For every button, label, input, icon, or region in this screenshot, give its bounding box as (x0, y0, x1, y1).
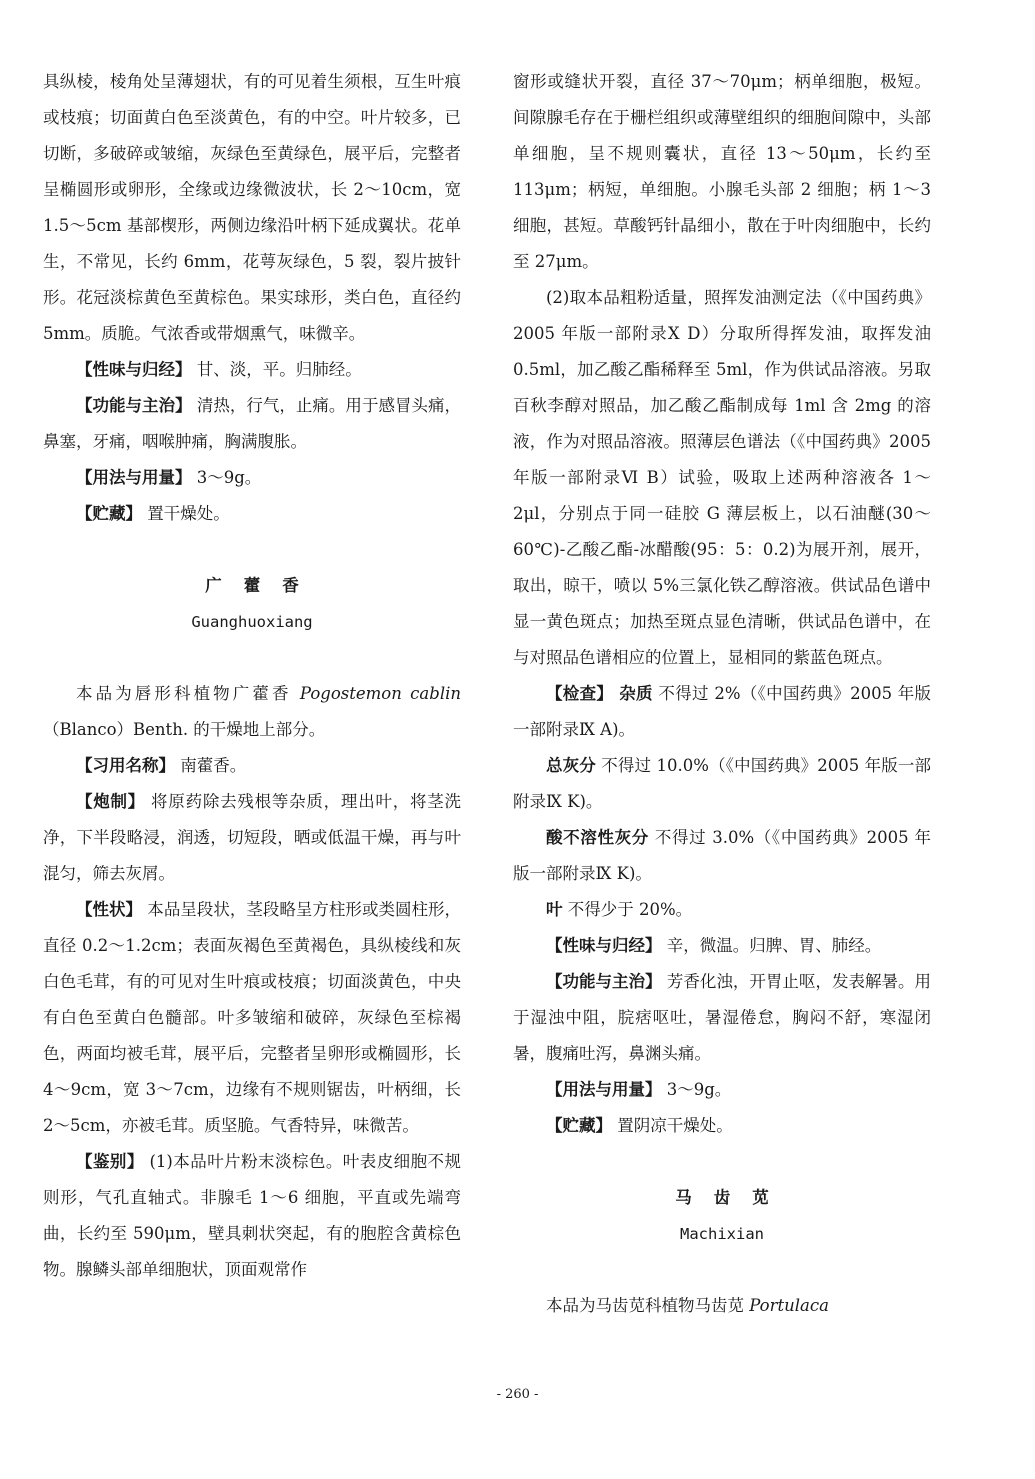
section-ye (513, 892, 931, 928)
section-suanbu (513, 820, 931, 892)
latin-name: Pogostemon cablin (299, 684, 462, 703)
section-zhucang (513, 1108, 931, 1144)
section-label: 【用法与用量】 (546, 1080, 662, 1099)
section-xingwei (43, 352, 461, 388)
section-text: 不得过 2%（《中国药典》2005 年版一部附录Ⅸ A)。 (513, 684, 932, 739)
section-text: 3～9g。 (191, 468, 262, 487)
subsection-label: 叶 (546, 900, 563, 919)
subsection-label: 总灰分 (546, 756, 596, 775)
section-text: 本品呈段状，茎段略呈方柱形或类圆柱形，直径 0.2～1.2cm；表面灰褐色至黄褐色，具纵棱线和灰白色毛茸，有的可见对生叶痕或枝痕；切面淡黄色，中央有白色至黄白色髓部。叶多皱缩和破碎，灰绿色至棕褐色，两面均被毛茸，展平后，完整者呈卵形或椭圆形，长 4～9cm，宽 3～7cm，边缘有不规则锯齿，叶柄细，长 2～5cm，亦被毛茸。质坚脆。气香特异，味微苦。 (43, 900, 461, 1135)
section-text: 辛，微温。归脾、胃、肺经。 (661, 936, 882, 955)
section-text: 置干燥处。 (142, 504, 230, 523)
section-text: 清热，行气，止痛。用于感冒头痛，鼻塞，牙痛，咽喉肿痛，胸满腹胀。 (43, 396, 461, 451)
section-text: 芳香化浊，开胃止呕，发表解暑。用于湿浊中阻，脘痞呕吐，暑湿倦怠，胸闷不舒，寒湿闭暑，腹痛吐泻，鼻渊头痛。 (513, 972, 931, 1063)
section-text: 不得过 10.0%（《中国药典》2005 年版一部附录Ⅸ K)。 (513, 756, 931, 811)
section-label: 【性味与归经】 (546, 936, 662, 955)
left-column (43, 64, 461, 1288)
section-yongfa (43, 460, 461, 496)
section-zhucang (43, 496, 461, 532)
entry-intro (43, 676, 461, 748)
section-paozhi (43, 784, 461, 892)
entry-pinyin: Machixian (680, 1225, 764, 1243)
intro-text: 本品为马齿苋科植物马齿苋 (546, 1296, 750, 1315)
section-text: 置阴凉干燥处。 (612, 1116, 733, 1135)
section-xingzhuang (43, 892, 461, 1144)
section-zonghui (513, 748, 931, 820)
section-gongneng (513, 964, 931, 1072)
section-jianbie (43, 1144, 461, 1288)
intro-text: 本品为唇形科植物广藿香 (76, 684, 300, 703)
subsection-label: 杂质 (613, 684, 653, 703)
section-text: 将原药除去残根等杂质，理出叶，将茎洗净，下半段略浸，润透，切短段，晒或低温干燥，再与叶混匀，筛去灰屑。 (43, 792, 461, 883)
page-number: - 260 - (496, 1387, 539, 1402)
section-label: 【性味与归经】 (76, 360, 192, 379)
section-text: 不得过 3.0%（《中国药典》2005 年版一部附录Ⅸ K)。 (513, 828, 931, 883)
right-column (513, 64, 931, 1324)
entry-pinyin: Guanghuoxiang (191, 613, 313, 631)
section-text: 甘、淡，平。归肺经。 (191, 360, 362, 379)
continued-paragraph: 窗形或缝状开裂，直径 37～70μm；柄单细胞，极短。间隙腺毛存在于栅栏组织或薄壁组织的细胞间隙中，头部单细胞，呈不规则囊状，直径 13～50μm，长约至 113μm；柄短，单细胞。小腺毛头部 2 细胞；柄 1～3 细胞，甚短。草酸钙针晶细小，散在于叶肉细胞中，长约至 27μm。 (513, 72, 931, 271)
section-label: 【用法与用量】 (76, 468, 192, 487)
section-gongneng (43, 388, 461, 460)
section-label: 【检查】 (546, 684, 614, 703)
section-label: 【功能与主治】 (76, 396, 192, 415)
section-xingwei (513, 928, 931, 964)
section-label: 【习用名称】 (76, 756, 175, 775)
intro-text: （Blanco）Benth. 的干燥地上部分。 (43, 720, 326, 739)
section-text: (1)本品叶片粉末淡棕色。叶表皮细胞不规则形，气孔直轴式。非腺毛 1～6 细胞，平直或先端弯曲，长约至 590μm，壁具刺状突起，有的胞腔含黄棕色物。腺鳞头部单细胞状，顶面观常作 (43, 1152, 461, 1279)
section-text: 南藿香。 (175, 756, 247, 775)
section-text: 3～9g。 (661, 1080, 732, 1099)
section-label: 【功能与主治】 (546, 972, 662, 991)
section-jiancha (513, 676, 931, 748)
entry-intro (513, 1288, 931, 1324)
entry-title: 马齿苋 (675, 1188, 791, 1207)
section-yongfa (513, 1072, 931, 1108)
section-label: 【鉴别】 (76, 1152, 144, 1171)
section-xiyong (43, 748, 461, 784)
section-label: 【炮制】 (76, 792, 146, 811)
section-label: 【贮藏】 (546, 1116, 612, 1135)
subsection-label: 酸不溶性灰分 (546, 828, 649, 847)
continued-paragraph: 具纵棱，棱角处呈薄翅状，有的可见着生须根，互生叶痕或枝痕；切面黄白色至淡黄色，有的中空。叶片较多，已切断，多破碎或皱缩，灰绿色至黄绿色，展平后，完整者呈椭圆形或卵形，全缘或边缘微波状，长 2～10cm，宽 1.5～5cm 基部楔形，两侧边缘沿叶柄下延成翼状。花单生，不常见，长约 6mm，花萼灰绿色，5 裂，裂片披针形。花冠淡棕黄色至黄棕色。果实球形，类白色，直径约 5mm。质脆。气浓香或带烟熏气，味微辛。 (43, 72, 461, 343)
section-label: 【性状】 (76, 900, 143, 919)
latin-name: Portulaca (749, 1296, 829, 1315)
entry-title: 广藿香 (205, 576, 321, 595)
section-label: 【贮藏】 (76, 504, 142, 523)
section-text: 不得少于 20%。 (562, 900, 693, 919)
identification-paragraph: (2)取本品粗粉适量，照挥发油测定法（《中国药典》2005 年版一部附录Ⅹ D）分取所得挥发油，取挥发油 0.5ml，加乙酸乙酯稀释至 5ml，作为供试品溶液。另取百秋李醇对照品，加乙酸乙酯制成每 1ml 含 2mg 的溶液，作为对照品溶液。照薄层色谱法（《中国药典》2005 年版一部附录Ⅵ B）试验，吸取上述两种溶液各 1～2μl，分别点于同一硅胶 G 薄层板上，以石油醚(30～60℃)-乙酸乙酯-冰醋酸(95：5：0.2)为展开剂，展开，取出，晾干，喷以 5%三氯化铁乙醇溶液。供试品色谱中显一黄色斑点；加热至斑点显色清晰，供试品色谱中，在与对照品色谱相应的位置上，显相同的紫蓝色斑点。 (513, 288, 931, 667)
